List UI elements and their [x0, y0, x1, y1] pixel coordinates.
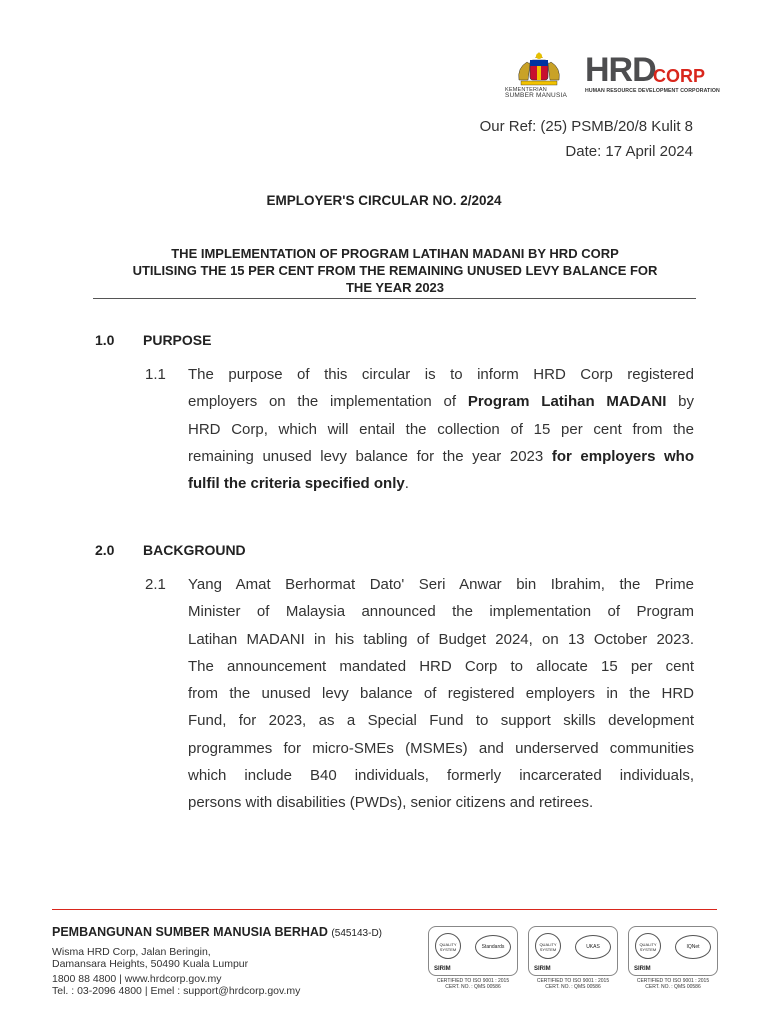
text-run: . [404, 475, 409, 493]
paragraph-line [188, 443, 694, 470]
ministry-caption-line2: SUMBER MANUSIA [505, 92, 568, 99]
ministry-caption-line1: KEMENTERIAN [505, 87, 547, 93]
certification-badge [628, 926, 718, 976]
iqnet-mark-icon: IQNet [675, 935, 711, 959]
quality-system-seal-icon: QUALITY SYSTEM [535, 933, 561, 959]
sirim-label: SIRIM [534, 966, 551, 972]
paragraph-line: which include B40 individuals, formerly incarcerated individuals, [188, 767, 694, 785]
main-title-line2: UTILISING THE 15 PER CENT FROM THE REMAINING UNUSED LEVY BALANCE FOR [132, 263, 658, 278]
text-run: by [678, 393, 695, 411]
main-title [95, 245, 695, 296]
paragraph-line: Minister of Malaysia announced the implementation of Program [188, 603, 694, 621]
footer-reg-no: (545143-D) [331, 928, 383, 939]
footer-address-2: Damansara Heights, 50490 Kuala Lumpur [52, 958, 249, 970]
paragraph-line: HRD Corp, which will entail the collection of 15 per cent from the [188, 420, 694, 438]
cert-caption-line1: CERTIFIED TO ISO 9001 : 2015 [536, 978, 610, 984]
text-run: remaining unused levy balance for the year 2023 [188, 447, 544, 465]
bold-text-run: for employers who [551, 447, 695, 465]
cert-caption-line2: CERT. NO. : QMS 00586 [545, 984, 601, 990]
cert-caption-line2: CERT. NO. : QMS 00586 [645, 984, 701, 990]
paragraph-line: The announcement mandated HRD Corp to allocate 15 per cent [188, 657, 694, 675]
corp-logo-text: CORP [653, 66, 706, 86]
cert-caption [427, 978, 519, 990]
sirim-label: SIRIM [434, 966, 451, 972]
header-logos [505, 50, 725, 105]
paragraph-line [188, 388, 694, 415]
footer-address-1: Wisma HRD Corp, Jalan Beringin, [52, 946, 211, 958]
ukas-mark-icon: UKAS [575, 935, 611, 959]
quality-system-seal-icon: QUALITY SYSTEM [435, 933, 461, 959]
main-title-line3: THE YEAR 2023 [345, 280, 445, 295]
paragraph-number: 2.1 [145, 576, 166, 593]
cert-caption-line2: CERT. NO. : QMS 00586 [445, 984, 501, 990]
main-title-line1: THE IMPLEMENTATION OF PROGRAM LATIHAN MADANI BY HRD CORP [171, 246, 619, 261]
paragraph-1-1 [188, 361, 694, 497]
paragraph-line: from the unused levy balance of registered employers in the HRD [188, 685, 694, 703]
footer-company [52, 925, 382, 939]
bold-text-run: fulfil the criteria specified only [188, 475, 405, 493]
malaysia-coat-of-arms-icon [511, 50, 567, 90]
paragraph-line: The purpose of this circular is to inform HRD Corp registered [188, 366, 694, 383]
standards-mark-icon: Standards [475, 935, 511, 959]
footer-company-name: PEMBANGUNAN SUMBER MANUSIA BERHAD [52, 925, 328, 939]
section-number: 2.0 [95, 542, 115, 558]
section-number: 1.0 [95, 332, 115, 348]
quality-system-seal-icon: QUALITY SYSTEM [635, 933, 661, 959]
sirim-label: SIRIM [634, 966, 651, 972]
hrdcorp-tagline: HUMAN RESOURCE DEVELOPMENT CORPORATION [585, 88, 720, 94]
paragraph-line: persons with disabilities (PWDs), senior citizens and retirees. [188, 794, 594, 812]
section-title: PURPOSE [143, 332, 212, 348]
footer-divider [52, 909, 717, 910]
footer-contact-2: Tel. : 03-2096 4800 | Emel : support@hrdcorp.gov.my [52, 985, 301, 997]
paragraph-line: Yang Amat Berhormat Dato' Seri Anwar bin Ibrahim, the Prime [188, 576, 694, 593]
certification-badge [528, 926, 618, 976]
circular-title: EMPLOYER'S CIRCULAR NO. 2/2024 [266, 193, 502, 208]
paragraph-number: 1.1 [145, 366, 166, 383]
our-ref: Our Ref: (25) PSMB/20/8 Kulit 8 [479, 118, 693, 135]
title-divider [93, 298, 696, 299]
footer-contact-1: 1800 88 4800 | www.hrdcorp.gov.my [52, 973, 222, 985]
paragraph-line: Fund, for 2023, as a Special Fund to support skills development [188, 712, 694, 730]
cert-caption-line1: CERTIFIED TO ISO 9001 : 2015 [636, 978, 710, 984]
cert-caption [527, 978, 619, 990]
cert-caption-line1: CERTIFIED TO ISO 9001 : 2015 [436, 978, 510, 984]
paragraph-2-1 [188, 571, 694, 817]
certification-badge [428, 926, 518, 976]
letter-date: Date: 17 April 2024 [565, 143, 693, 160]
ministry-caption [505, 87, 585, 99]
paragraph-line: Latihan MADANI in his tabling of Budget 2024, on 13 October 2023. [188, 630, 694, 648]
bold-text-run: Program Latihan MADANI [467, 393, 667, 411]
paragraph-line: programmes for micro-SMEs (MSMEs) and underserved communities [188, 739, 694, 757]
text-run: employers on the implementation of [188, 393, 457, 411]
paragraph-line [188, 470, 694, 497]
section-title: BACKGROUND [143, 542, 246, 558]
hrd-logo-text: HRD [585, 51, 656, 89]
cert-caption [627, 978, 719, 990]
